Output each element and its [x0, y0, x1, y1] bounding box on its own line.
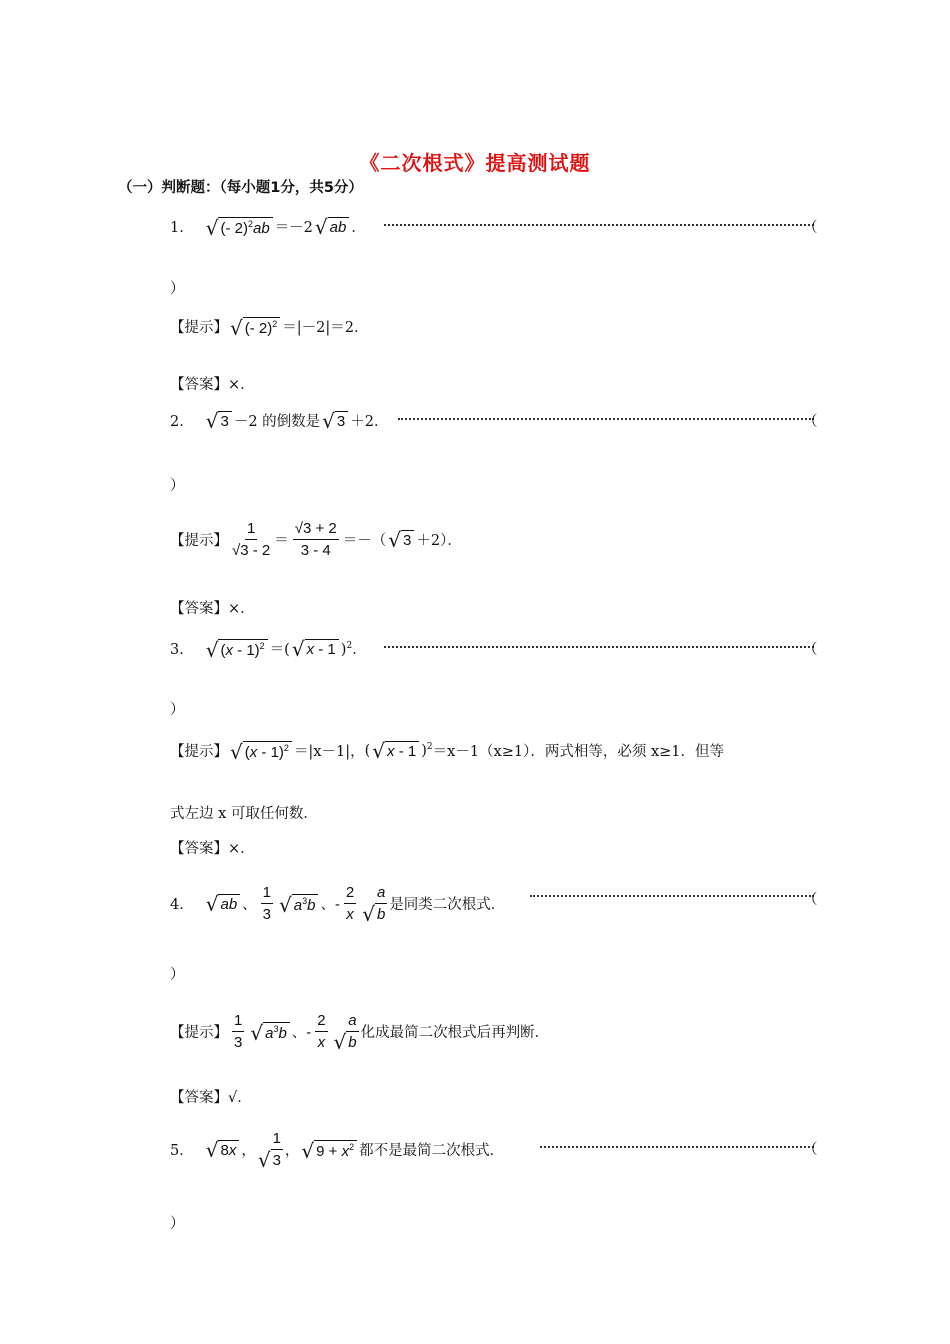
- radical: √ 3: [322, 411, 348, 430]
- hint-4: 【提示】 $\frac{1}{3}$ √ $a^3b$ 、- $\frac{2}{x}$ √ $\frac{a}{b}$ 化成最简二次根式后再判断．: [170, 1012, 550, 1054]
- radical: √ $a^3b$: [250, 1022, 289, 1042]
- answer-open-paren: （: [803, 414, 818, 430]
- hint-text: ＝|x－1|，: [293, 744, 365, 760]
- hint-label: 【提示】: [170, 320, 228, 336]
- answer-2: [170, 597, 255, 618]
- fraction: $\frac{√3 + 2}{3 - 4}$: [294, 520, 337, 559]
- answer-label: 【答案】: [170, 841, 228, 857]
- hint-text: 化成最简二次根式后再判断．: [360, 1025, 550, 1041]
- answer-close-paren: ）: [170, 1216, 185, 1232]
- radical: √ $a^3b$: [279, 894, 318, 914]
- hint-1: [170, 315, 369, 340]
- fraction: $\frac{1}{√3 - 2}$: [232, 520, 271, 559]
- section-heading: （一）判断题：（每小题1分，共5分）: [118, 180, 363, 196]
- radical: √ x - 1: [292, 639, 339, 658]
- hint-text: ＝－（: [342, 533, 387, 549]
- answer-label: 【答案】: [170, 1090, 228, 1106]
- radical: √ $\frac{a}{b}$: [362, 884, 386, 926]
- fraction: $\frac{2}{x}$: [317, 1012, 326, 1051]
- question-number: 2．: [170, 414, 194, 430]
- radical: √ 3: [388, 530, 414, 549]
- fraction: $\frac{1}{3}$: [262, 884, 272, 923]
- radical: √ $\frac{a}{b}$: [333, 1012, 357, 1054]
- fraction: $\frac{1}{3}$: [234, 1012, 243, 1051]
- answer-open-paren: （: [803, 220, 818, 236]
- hint-3-continued: 式左边 x 可取任何数．: [170, 806, 318, 822]
- question-text: 都不是最简二次根式．: [359, 1143, 505, 1159]
- hint-text: ＋2）．: [416, 533, 462, 549]
- radical: √ (x - 1)$^2$: [206, 639, 268, 659]
- radical: √ ab: [315, 217, 349, 236]
- question-text: 是同类二次根式．: [389, 897, 506, 913]
- hint-label: 【提示】: [170, 533, 228, 549]
- radical: √ $9 + x^2$: [301, 1140, 357, 1160]
- question-4: 4． √ ab 、 $\frac{1}{3}$ √ $a^3b$ 、- $\frac{2}{x}$ √ $\frac{a}{b}$ 是同类二次根式．: [170, 884, 506, 926]
- question-1: 1． √ (- 2)$^2$ab ＝－2 √ ab ．: [170, 215, 366, 240]
- answer-3: [170, 837, 255, 858]
- radical: √ (x - 1)$^2$: [230, 741, 292, 761]
- dotted-leader: [398, 418, 814, 420]
- question-number: 1．: [170, 220, 194, 236]
- question-5: 5． √ 8x ， √ $\frac{1}{3}$ ， √ $9 + x^2$ 都不是最简二次根式．: [170, 1130, 505, 1172]
- question-number: 4．: [170, 897, 194, 913]
- fraction: $\frac{2}{x}$: [345, 884, 355, 923]
- hint-2: 【提示】 $\frac{1}{√3 - 2}$ ＝ $\frac{√3 + 2}{3 - 4}$ ＝－（ √ 3 ＋2）．: [170, 520, 462, 559]
- answer-text: ×．: [228, 601, 255, 617]
- hint-label: 【提示】: [170, 1025, 228, 1041]
- dotted-leader: [540, 1146, 814, 1148]
- question-3: 3． √ (x - 1)$^2$ ＝( √ x - 1 )$^2$．: [170, 637, 367, 662]
- radical: √ (- 2)$^2$: [230, 317, 280, 337]
- answer-text: √．: [228, 1090, 252, 1106]
- radical: √ (- 2)$^2$ab: [206, 217, 273, 237]
- dotted-leader: [530, 895, 814, 897]
- answer-close-paren: ）: [170, 967, 185, 983]
- radical: √ 3: [206, 411, 232, 430]
- answer-close-paren: ）: [170, 478, 185, 494]
- question-number: 5．: [170, 1143, 194, 1159]
- question-text: －2 的倒数是: [233, 414, 321, 430]
- hint-3: 【提示】 √ (x - 1)$^2$ ＝|x－1|， ( √ x - 1 )$^2$ ＝x－1（x≥1）．两式相等，必须 x≥1．但等: [170, 739, 725, 764]
- dotted-leader: [384, 646, 814, 648]
- answer-close-paren: ）: [170, 702, 185, 718]
- answer-1: [170, 373, 255, 394]
- answer-text: ×．: [228, 377, 255, 393]
- answer-open-paren: （: [803, 892, 818, 908]
- radical: √ ab: [206, 894, 240, 913]
- question-text: ＋2．: [350, 414, 389, 430]
- answer-label: 【答案】: [170, 601, 228, 617]
- radical: √ 8x: [206, 1140, 240, 1159]
- question-number: 3．: [170, 642, 194, 658]
- dotted-leader: [384, 224, 814, 226]
- answer-label: 【答案】: [170, 377, 228, 393]
- question-2: [170, 410, 389, 431]
- hint-label: 【提示】: [170, 744, 228, 760]
- answer-text: ×．: [228, 841, 255, 857]
- page-title: 《二次根式》提高测试题: [359, 151, 591, 175]
- hint-text: ＝x－1（x≥1）．两式相等，必须 x≥1．但等: [432, 744, 725, 760]
- answer-open-paren: （: [803, 1142, 818, 1158]
- radical: √ x - 1: [372, 741, 419, 760]
- answer-4: [170, 1086, 252, 1107]
- answer-open-paren: （: [803, 642, 818, 658]
- answer-close-paren: ）: [170, 281, 185, 297]
- hint-text: ＝|－2|＝2．: [282, 320, 369, 336]
- radical: √ $\frac{1}{3}$: [257, 1130, 281, 1172]
